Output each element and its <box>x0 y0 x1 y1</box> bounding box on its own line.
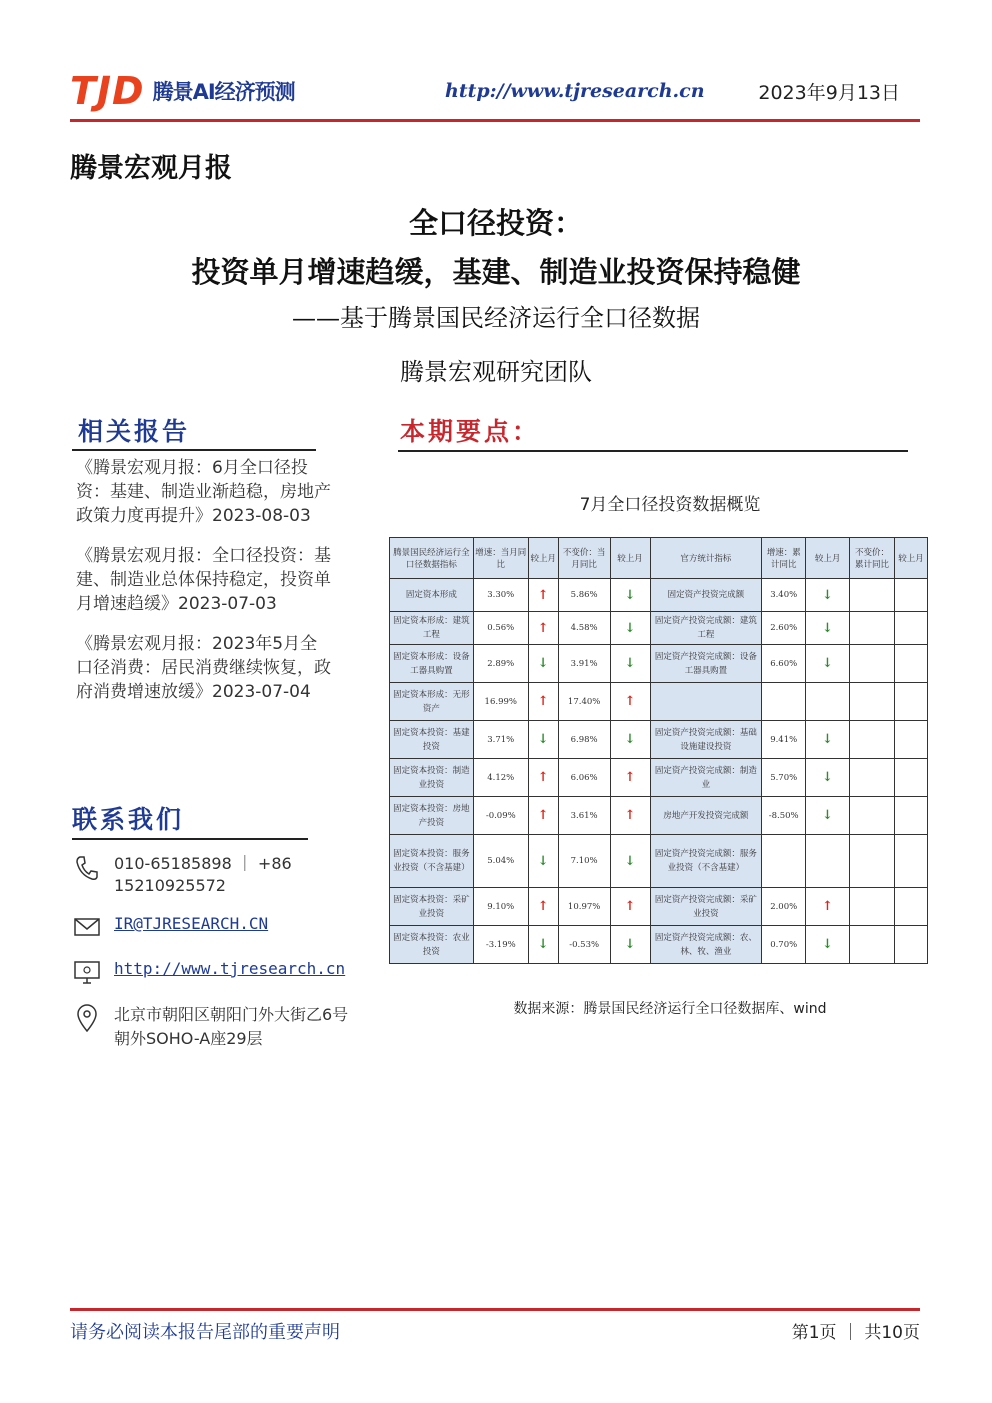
real-cumulative-yoy-cell <box>850 579 895 612</box>
official-indicator-cell: 固定资产投资完成额：农、林、牧、渔业 <box>650 926 762 964</box>
change-cell <box>806 797 850 835</box>
arrow-down-icon: ↓ <box>822 770 834 785</box>
table-row <box>390 645 928 683</box>
real-monthly-yoy-cell: 10.97% <box>558 888 610 926</box>
logo-text: 腾景AI经济预测 <box>152 80 295 104</box>
arrow-up-icon: ↑ <box>537 694 549 709</box>
change-cell <box>528 579 558 612</box>
arrow-down-icon: ↓ <box>822 587 834 603</box>
real-cumulative-yoy-cell <box>850 683 895 721</box>
related-report-link[interactable]: 《腾景宏观月报：6月全口径投资：基建、制造业渐趋稳，房地产政策力度再提升》2023-08-03 <box>76 458 331 526</box>
change-cell <box>806 721 850 759</box>
header-cell: 腾景国民经济运行全口径数据指标 <box>390 538 474 579</box>
cumulative-yoy-cell: 6.60% <box>762 645 806 683</box>
cumulative-yoy-cell: 9.41% <box>762 721 806 759</box>
change-cell <box>528 721 558 759</box>
change-cell <box>895 797 928 835</box>
change-cell <box>895 579 928 612</box>
cumulative-yoy-cell <box>762 683 806 721</box>
real-monthly-yoy-cell: 17.40% <box>558 683 610 721</box>
header-cell: 不变价：累计同比 <box>850 538 895 579</box>
arrow-down-icon: ↓ <box>822 937 834 952</box>
related-divider <box>72 449 316 451</box>
real-cumulative-yoy-cell <box>850 759 895 797</box>
change-cell <box>610 835 650 888</box>
monthly-yoy-cell: -3.19% <box>473 926 528 964</box>
change-cell <box>806 645 850 683</box>
monitor-icon <box>72 957 102 987</box>
header-cell: 增速：当月同比 <box>473 538 528 579</box>
cumulative-yoy-cell <box>762 835 806 888</box>
contact-heading: 联系我们 <box>72 805 185 834</box>
address-text: 北京市朝阳区朝阳门外大街乙6号朝外SOHO-A座29层 <box>114 1005 349 1048</box>
official-indicator-cell: 房地产开发投资完成额 <box>650 797 762 835</box>
data-source-note: 数据来源：腾景国民经济运行全口径数据库、wind <box>513 1001 827 1017</box>
table-row <box>390 835 928 888</box>
change-cell <box>610 926 650 964</box>
header-cell: 较上月 <box>528 538 558 579</box>
table-row <box>390 612 928 645</box>
related-report-link[interactable]: 《腾景宏观月报：2023年5月全口径消费：居民消费继续恢复，政府消费增速放缓》2023-07-04 <box>76 634 331 702</box>
table-row <box>390 888 928 926</box>
real-monthly-yoy-cell: 4.58% <box>558 612 610 645</box>
real-cumulative-yoy-cell <box>850 835 895 888</box>
arrow-up-icon: ↑ <box>624 808 636 823</box>
brand-logo <box>70 69 295 113</box>
change-cell <box>806 579 850 612</box>
indicator-cell: 固定资本投资：房地产投资 <box>390 797 474 835</box>
cumulative-yoy-cell: 2.60% <box>762 612 806 645</box>
real-cumulative-yoy-cell <box>850 612 895 645</box>
real-monthly-yoy-cell: 6.06% <box>558 759 610 797</box>
change-cell <box>895 721 928 759</box>
table-row <box>390 759 928 797</box>
indicator-cell: 固定资本形成：无形资产 <box>390 683 474 721</box>
monthly-yoy-cell: -0.09% <box>473 797 528 835</box>
arrow-up-icon: ↑ <box>537 620 549 636</box>
contact-email <box>72 912 268 942</box>
real-cumulative-yoy-cell <box>850 888 895 926</box>
indicator-cell: 固定资本投资：农业投资 <box>390 926 474 964</box>
change-cell <box>806 683 850 721</box>
real-cumulative-yoy-cell <box>850 797 895 835</box>
header-cell: 官方统计指标 <box>650 538 762 579</box>
title-line-1: 全口径投资： <box>408 206 583 240</box>
real-cumulative-yoy-cell <box>850 721 895 759</box>
change-cell <box>806 759 850 797</box>
official-indicator-cell: 固定资产投资完成额 <box>650 579 762 612</box>
change-cell <box>806 888 850 926</box>
arrow-down-icon: ↓ <box>624 620 636 636</box>
disclaimer-notice: 请务必阅读本报告尾部的重要声明 <box>70 1322 340 1343</box>
report-series-name: 腾景宏观月报 <box>70 153 232 184</box>
change-cell <box>806 926 850 964</box>
phone-icon <box>72 853 102 883</box>
official-indicator-cell: 固定资产投资完成额：设备工器具购置 <box>650 645 762 683</box>
phone-number: 010-65185898 ｜ +86 15210925572 <box>114 854 292 895</box>
change-cell <box>806 612 850 645</box>
arrow-down-icon: ↓ <box>822 656 834 671</box>
change-cell <box>528 835 558 888</box>
table-row <box>390 579 928 612</box>
email-link[interactable]: IR@TJRESEARCH.CN <box>114 914 269 933</box>
arrow-down-icon: ↓ <box>537 937 549 952</box>
arrow-up-icon: ↑ <box>624 770 636 785</box>
header-cell: 较上月 <box>806 538 850 579</box>
indicator-cell: 固定资本投资：基建投资 <box>390 721 474 759</box>
monthly-yoy-cell: 3.30% <box>473 579 528 612</box>
arrow-up-icon: ↑ <box>537 808 549 823</box>
contact-divider <box>72 838 308 840</box>
subtitle: ——基于腾景国民经济运行全口径数据 <box>292 304 700 332</box>
change-cell <box>895 645 928 683</box>
change-cell <box>528 645 558 683</box>
table-row <box>390 797 928 835</box>
cumulative-yoy-cell: 5.70% <box>762 759 806 797</box>
table-row <box>390 926 928 964</box>
change-cell <box>895 926 928 964</box>
indicator-cell: 固定资本投资：制造业投资 <box>390 759 474 797</box>
cumulative-yoy-cell: 3.40% <box>762 579 806 612</box>
official-indicator-cell: 固定资产投资完成额：制造业 <box>650 759 762 797</box>
indicator-cell: 固定资本投资：采矿业投资 <box>390 888 474 926</box>
change-cell <box>528 926 558 964</box>
contact-address <box>72 1003 354 1051</box>
monthly-yoy-cell: 0.56% <box>473 612 528 645</box>
highlights-divider <box>398 450 908 452</box>
change-cell <box>528 888 558 926</box>
change-cell <box>528 612 558 645</box>
change-cell <box>610 683 650 721</box>
table-row <box>390 721 928 759</box>
change-cell <box>528 797 558 835</box>
change-cell <box>895 612 928 645</box>
change-cell <box>610 612 650 645</box>
official-indicator-cell: 固定资产投资完成额：建筑工程 <box>650 612 762 645</box>
related-report-link[interactable]: 《腾景宏观月报：全口径投资：基建、制造业总体保持稳定，投资单月增速趋缓》2023-07-03 <box>76 546 331 614</box>
arrow-down-icon: ↓ <box>822 808 834 823</box>
arrow-down-icon: ↓ <box>537 656 549 671</box>
arrow-up-icon: ↑ <box>537 770 549 785</box>
official-indicator-cell: 固定资产投资完成额：基础设施建设投资 <box>650 721 762 759</box>
header-url-link[interactable]: http://www.tjresearch.cn <box>445 80 705 102</box>
title-line-2: 投资单月增速趋缓，基建、制造业投资保持稳健 <box>191 255 801 289</box>
arrow-up-icon: ↑ <box>537 587 549 603</box>
official-indicator-cell: 固定资产投资完成额：采矿业投资 <box>650 888 762 926</box>
official-indicator-cell: 固定资产投资完成额：服务业投资（不含基建） <box>650 835 762 888</box>
arrow-down-icon: ↓ <box>537 732 549 747</box>
arrow-down-icon: ↓ <box>537 853 549 869</box>
website-link[interactable]: http://www.tjresearch.cn <box>114 959 346 978</box>
real-monthly-yoy-cell: -0.53% <box>558 926 610 964</box>
real-cumulative-yoy-cell <box>850 926 895 964</box>
highlights-heading: 本期要点： <box>400 417 541 446</box>
change-cell <box>610 721 650 759</box>
monthly-yoy-cell: 3.71% <box>473 721 528 759</box>
footer-divider <box>70 1308 920 1311</box>
real-monthly-yoy-cell: 5.86% <box>558 579 610 612</box>
header-cell: 增速：累计同比 <box>762 538 806 579</box>
arrow-up-icon: ↑ <box>624 899 636 914</box>
author-team: 腾景宏观研究团队 <box>400 358 592 386</box>
arrow-down-icon: ↓ <box>624 656 636 671</box>
real-cumulative-yoy-cell <box>850 645 895 683</box>
real-monthly-yoy-cell: 6.98% <box>558 721 610 759</box>
real-monthly-yoy-cell: 3.61% <box>558 797 610 835</box>
change-cell <box>806 835 850 888</box>
table-title: 7月全口径投资数据概览 <box>579 495 761 515</box>
change-cell <box>895 888 928 926</box>
header-cell: 较上月 <box>895 538 928 579</box>
change-cell <box>610 797 650 835</box>
contact-phone <box>72 853 334 897</box>
cumulative-yoy-cell: -8.50% <box>762 797 806 835</box>
change-cell <box>610 645 650 683</box>
cumulative-yoy-cell: 0.70% <box>762 926 806 964</box>
arrow-down-icon: ↓ <box>624 937 636 952</box>
change-cell <box>895 835 928 888</box>
header-cell: 较上月 <box>610 538 650 579</box>
cumulative-yoy-cell: 2.00% <box>762 888 806 926</box>
arrow-down-icon: ↓ <box>624 587 636 603</box>
related-reports-heading: 相关报告 <box>78 417 191 446</box>
change-cell <box>895 759 928 797</box>
change-cell <box>528 759 558 797</box>
page-number: 第1页 ｜ 共10页 <box>791 1323 920 1343</box>
official-indicator-cell <box>650 683 762 721</box>
indicator-cell: 固定资本形成：建筑工程 <box>390 612 474 645</box>
header-divider <box>70 119 920 122</box>
location-pin-icon <box>72 1003 102 1033</box>
arrow-down-icon: ↓ <box>624 732 636 747</box>
arrow-down-icon: ↓ <box>624 853 636 869</box>
table-body <box>390 579 928 964</box>
investment-data-table <box>389 537 928 964</box>
indicator-cell: 固定资本形成：设备工器具购置 <box>390 645 474 683</box>
indicator-cell: 固定资本形成 <box>390 579 474 612</box>
related-reports-list <box>76 456 331 720</box>
real-monthly-yoy-cell: 7.10% <box>558 835 610 888</box>
change-cell <box>610 759 650 797</box>
change-cell <box>610 888 650 926</box>
report-date: 2023年9月13日 <box>758 82 900 104</box>
arrow-down-icon: ↓ <box>822 732 834 747</box>
arrow-up-icon: ↑ <box>822 899 834 914</box>
contact-website <box>72 957 345 987</box>
real-monthly-yoy-cell: 3.91% <box>558 645 610 683</box>
logo-mark: TJD <box>70 69 145 113</box>
indicator-cell: 固定资本投资：服务业投资（不含基建） <box>390 835 474 888</box>
change-cell <box>895 683 928 721</box>
monthly-yoy-cell: 4.12% <box>473 759 528 797</box>
monthly-yoy-cell: 9.10% <box>473 888 528 926</box>
change-cell <box>610 579 650 612</box>
table-header-row <box>390 538 928 579</box>
monthly-yoy-cell: 2.89% <box>473 645 528 683</box>
arrow-up-icon: ↑ <box>537 899 549 914</box>
monthly-yoy-cell: 16.99% <box>473 683 528 721</box>
header-cell: 不变价：当月同比 <box>558 538 610 579</box>
mail-icon <box>72 912 102 942</box>
arrow-up-icon: ↑ <box>624 694 636 709</box>
table-row <box>390 683 928 721</box>
change-cell <box>528 683 558 721</box>
arrow-down-icon: ↓ <box>822 620 834 636</box>
monthly-yoy-cell: 5.04% <box>473 835 528 888</box>
